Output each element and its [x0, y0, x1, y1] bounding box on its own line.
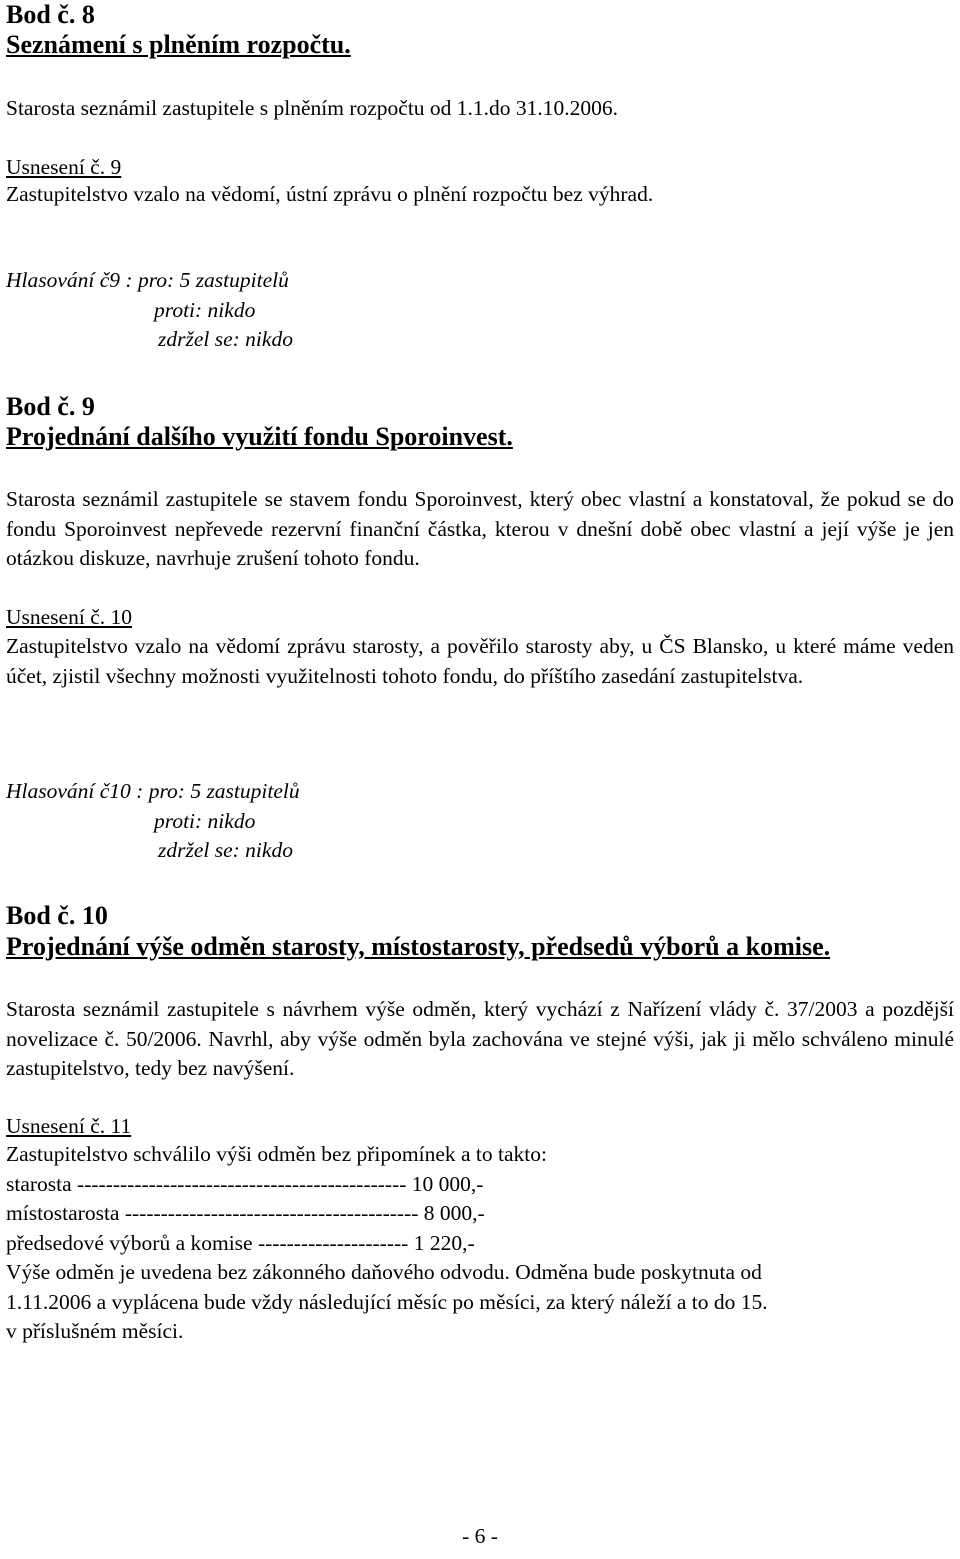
item-9-text: Starosta seznámil zastupitele se stavem fondu Sporoinvest, který obec vlastní a konstatoval, že pokud se do fondu Sporoinvest nepřevede rezervní finanční částka, kterou v dnešní době obec vlastní a její výše je jen otázkou diskuze, navrhuje zrušení tohoto fondu.: [6, 487, 954, 570]
vote-10-against: proti: nikdo: [154, 808, 256, 833]
vote-9-against: proti: nikdo: [154, 297, 256, 322]
vote-10-for: Hlasování č10 : pro: 5 zastupitelů: [6, 779, 300, 803]
resolution-11-line: 1.11.2006 a vyplácena bude vždy následující měsíc po měsíci, za který náleží a to do 15.: [6, 1289, 768, 1314]
resolution-11-line: Výše odměn je uvedena bez zákonného daňového odvodu. Odměna bude poskytnuta od: [6, 1260, 762, 1284]
resolution-11-body: [6, 1140, 768, 1347]
vote-10: [6, 777, 300, 866]
item-8-number: Bod č. 8: [6, 0, 95, 29]
resolution-11-line: v příslušném měsíci.: [6, 1319, 184, 1343]
vote-9-for: Hlasování č9 : pro: 5 zastupitelů: [6, 268, 289, 292]
reward-mistostarosta: místostarosta ----------------------------------------- 8 000,-: [6, 1201, 485, 1225]
vote-9-abstain: zdržel se: nikdo: [158, 327, 293, 351]
resolution-10-text: Zastupitelstvo vzalo na vědomí zprávu starosty, a pověřilo starosty aby, u ČS Blansko, u které máme veden účet, zjistil všechny možnosti využitelnosti tohoto fondu, do příštího zasedání zastupitelstva.: [6, 634, 954, 688]
item-8-title: Seznámení s plněním rozpočtu.: [6, 30, 351, 59]
resolution-11-label: Usnesení č. 11: [6, 1114, 132, 1138]
item-10-title: Projednání výše odměn starosty, místostarosty, předsedů výborů a komise.: [6, 932, 831, 961]
resolution-10-label: Usnesení č. 10: [6, 605, 132, 629]
item-9-number: Bod č. 9: [6, 392, 95, 421]
resolution-9-text: Zastupitelstvo vzalo na vědomí, ústní zprávu o plnění rozpočtu bez výhrad.: [6, 182, 654, 206]
item-10-number: Bod č. 10: [6, 901, 108, 930]
page-number: - 6 -: [462, 1524, 498, 1548]
reward-starosta: starosta ---------------------------------------------- 10 000,-: [6, 1171, 484, 1196]
resolution-9-label: Usnesení č. 9: [6, 155, 122, 179]
vote-10-abstain: zdržel se: nikdo: [158, 838, 293, 862]
item-9-title: Projednání dalšího využití fondu Sporoinvest.: [6, 422, 513, 451]
item-8-text: Starosta seznámil zastupitele s plněním rozpočtu od 1.1.do 31.10.2006.: [6, 96, 619, 120]
vote-9: [6, 266, 293, 355]
reward-predsedove: předsedové výborů a komise --------------------- 1 220,-: [6, 1230, 475, 1255]
item-10-text: Starosta seznámil zastupitele s návrhem výše odměn, který vychází z Nařízení vlády č. 37/2003 a pozdější novelizace č. 50/2006. Navrhl, aby výše odměn byla zachována ve stejné výši, jak ji mělo schváleno minulé zastupitelstvo, tedy bez navýšení.: [6, 997, 954, 1080]
resolution-11-line: Zastupitelstvo schválilo výši odměn bez připomínek a to takto:: [6, 1142, 547, 1166]
